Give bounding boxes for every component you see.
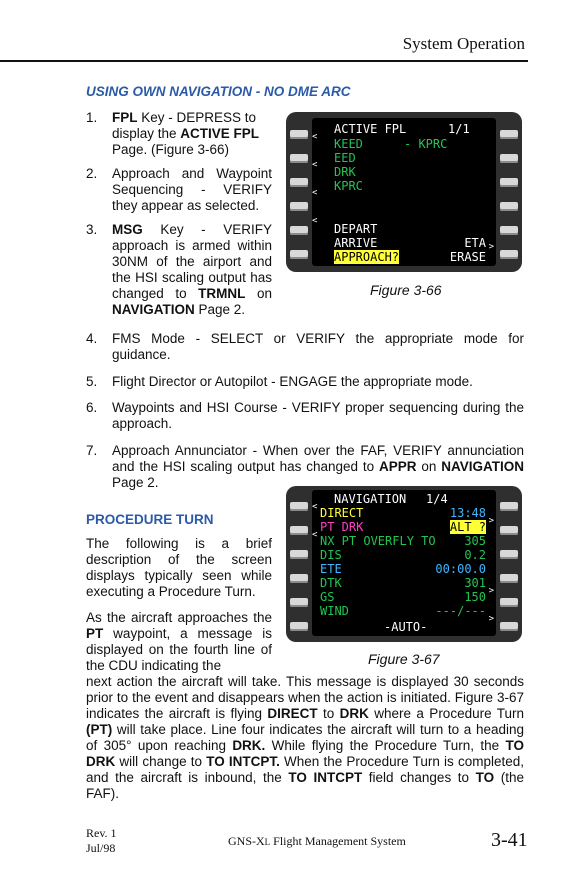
paragraph-procedure-turn: next action the aircraft will take. This message is displayed 30 seconds prior to the event and disappears when the action is initiated. Figure 3-67 indicates the aircraft is flying DIRECT to DRK where a Procedure Turn (PT) will take place. Line four indicates the aircraft will turn to a heading of 305° upon reaching DRK. While flying the Procedure Turn, the TO DRK will change to TO INTCPT. When the Procedure Turn is completed, and the aircraft is inbound, the TO INTCPT field changes to TO (the FAF). — [86, 674, 524, 801]
arrive-option[interactable]: ARRIVE — [334, 236, 378, 250]
cdu-navigation — [286, 486, 522, 642]
line-select-key-r4[interactable] — [500, 202, 518, 211]
dtk-value: 301 — [464, 576, 486, 590]
gs-value: 150 — [464, 590, 486, 604]
cdu-screen — [312, 118, 496, 266]
line-select-key-l5[interactable] — [290, 598, 308, 607]
approach-option[interactable]: APPROACH? — [334, 250, 400, 264]
eta-option[interactable]: ETA — [464, 236, 486, 250]
select-caret-icon: > — [488, 586, 494, 596]
to-waypoint: PT DRK — [320, 520, 364, 534]
label-ete: ETE — [320, 562, 342, 576]
select-caret-icon: < — [312, 188, 318, 198]
header-rule — [0, 60, 528, 62]
fpl-key: FPL — [112, 110, 138, 125]
line-select-key-r2[interactable] — [500, 154, 518, 163]
line-select-key-r5[interactable] — [500, 226, 518, 235]
waypoint: DRK — [334, 165, 356, 179]
ete-value: 00:00.0 — [435, 562, 486, 576]
line-select-key-r1[interactable] — [500, 502, 518, 511]
auto-mode[interactable]: -AUTO- — [384, 620, 428, 634]
footer-product: GNS-XL Flight Management System — [228, 834, 406, 848]
erase-option[interactable]: ERASE — [449, 250, 486, 264]
paragraph-intro: The following is a brief description of the screen displays typically seen while executing a Procedure Turn. — [86, 536, 272, 599]
page-number: 1/1 — [448, 122, 470, 136]
section-title-procedure-turn: PROCEDURE TURN — [86, 512, 214, 527]
time-readout: 13:48 — [449, 506, 486, 520]
cdu-active-fpl — [286, 112, 522, 272]
figure-caption: Figure 3-66 — [370, 282, 442, 298]
step-number: 1. — [86, 110, 98, 125]
destination: - KPRC — [404, 137, 448, 151]
running-header: System Operation — [402, 34, 525, 53]
label-dtk: DTK — [320, 576, 342, 590]
line-select-key-l5[interactable] — [290, 226, 308, 235]
distance-value: 0.2 — [464, 548, 486, 562]
depart-option[interactable]: DEPART — [334, 222, 378, 236]
line-select-key-r6[interactable] — [500, 622, 518, 631]
paragraph-procedure-turn-part1: As the aircraft approaches the PT waypoint, a message is displayed on the fourth line of the CDU indicating the — [86, 610, 272, 673]
select-caret-icon: > — [488, 614, 494, 624]
next-action-message: NX PT OVERFLY TO — [320, 534, 436, 548]
line-select-key-r5[interactable] — [500, 598, 518, 607]
footer-date: Jul/98 — [86, 841, 116, 855]
msg-key: MSG — [112, 222, 143, 237]
line-select-key-l1[interactable] — [290, 502, 308, 511]
waypoint: KPRC — [334, 179, 363, 193]
line-select-key-l1[interactable] — [290, 130, 308, 139]
line-select-key-l6[interactable] — [290, 250, 308, 259]
page-title: ACTIVE FPL — [334, 122, 407, 136]
mode-direct: DIRECT — [320, 506, 364, 520]
page-number: 1/4 — [426, 492, 448, 506]
label-wind: WIND — [320, 604, 349, 618]
line-select-key-r1[interactable] — [500, 130, 518, 139]
line-select-key-l6[interactable] — [290, 622, 308, 631]
line-select-key-l4[interactable] — [290, 202, 308, 211]
line-select-key-r3[interactable] — [500, 178, 518, 187]
waypoint: EED — [334, 151, 356, 165]
waypoint-origin: KEED — [334, 137, 363, 151]
line-select-key-l2[interactable] — [290, 154, 308, 163]
label-dis: DIS — [320, 548, 342, 562]
line-select-key-l3[interactable] — [290, 550, 308, 559]
line-select-key-l4[interactable] — [290, 574, 308, 583]
page-number: 3-41 — [491, 829, 528, 851]
footer-revision: Rev. 1 — [86, 826, 117, 840]
select-caret-icon: > — [488, 242, 494, 252]
line-select-key-l3[interactable] — [290, 178, 308, 187]
altitude-prompt[interactable]: ALT ? — [449, 520, 486, 534]
line-select-key-r2[interactable] — [500, 526, 518, 535]
page-title: NAVIGATION — [334, 492, 407, 506]
wind-value: ---/--- — [435, 604, 486, 618]
select-caret-icon: > — [488, 516, 494, 526]
select-caret-icon: < — [312, 530, 318, 540]
line-select-key-r4[interactable] — [500, 574, 518, 583]
select-caret-icon: < — [312, 160, 318, 170]
select-caret-icon: < — [312, 132, 318, 142]
select-caret-icon: < — [312, 502, 318, 512]
label-gs: GS — [320, 590, 335, 604]
line-select-key-l2[interactable] — [290, 526, 308, 535]
line-select-key-r3[interactable] — [500, 550, 518, 559]
figure-caption: Figure 3-67 — [368, 651, 440, 667]
line-select-key-r6[interactable] — [500, 250, 518, 259]
cdu-screen — [312, 490, 496, 636]
next-heading: 305 — [464, 534, 486, 548]
section-title-own-navigation: USING OWN NAVIGATION - NO DME ARC — [86, 84, 351, 99]
select-caret-icon: < — [312, 216, 318, 226]
